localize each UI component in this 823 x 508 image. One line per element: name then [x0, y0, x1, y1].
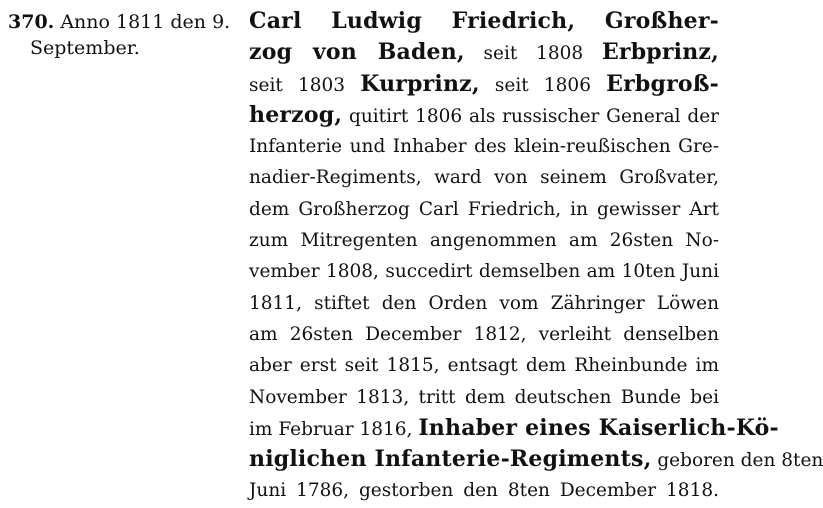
- emphasized-text: Carl Ludwig Friedrich, Großher-: [249, 8, 719, 34]
- entry-number: 370.: [8, 11, 55, 33]
- emphasized-text: Erbgroß-: [606, 70, 719, 97]
- body-line: [249, 288, 719, 319]
- body-line: [249, 475, 719, 506]
- entry-header-line: [8, 9, 243, 35]
- body-line: [249, 382, 719, 413]
- body-line: [249, 225, 719, 256]
- body-text-span: 1811, stiftet den Orden vom Zähringer Löwen: [249, 292, 719, 314]
- emphasized-text: Kurprinz,: [360, 70, 480, 97]
- body-line: [249, 37, 719, 68]
- body-line: [249, 162, 719, 193]
- emphasized-text: zog von Baden,: [249, 39, 465, 66]
- body-text-span: geboren den 8ten: [651, 450, 823, 472]
- body-text-span: seit 1808: [464, 43, 602, 65]
- entry-body-text: [249, 6, 823, 507]
- emphasized-text: Inhaber eines Kaiserlich-Kö-: [418, 414, 779, 441]
- body-text-span: am 26sten December 1812, verleiht denselben: [249, 323, 719, 345]
- body-line: [249, 6, 719, 37]
- body-text-span: im Februar 1816,: [249, 418, 419, 440]
- body-line: [249, 413, 779, 444]
- body-text-span: seit 1806: [479, 74, 607, 96]
- body-line: [249, 319, 719, 350]
- body-text-span: seit 1803: [249, 74, 361, 96]
- body-text-span: vember 1808, succedirt demselben am 10ten Juni: [249, 261, 719, 283]
- body-line: [249, 100, 719, 131]
- emphasized-text: Erbprinz,: [601, 39, 719, 66]
- body-text-span: Juni 1786, gestorben den 8ten December 1818.: [249, 480, 719, 502]
- body-line: [249, 444, 823, 475]
- body-line: [249, 131, 719, 162]
- body-text-span: nadier-Regiments, ward von seinem Großvater,: [249, 167, 719, 189]
- body-line: [249, 69, 719, 100]
- body-text-span: November 1813, tritt dem deutschen Bunde bei: [249, 386, 719, 408]
- emphasized-text: herzog,: [249, 101, 343, 128]
- entry-date: Anno 1811 den 9.: [60, 11, 231, 33]
- body-text-span: aber erst seit 1815, entsagt dem Rheinbunde im: [249, 355, 719, 377]
- entry-date-month: September.: [30, 37, 140, 59]
- body-text-span: Infanterie und Inhaber des klein-reußischen Gre-: [249, 136, 719, 158]
- body-text-span: dem Großherzog Carl Friedrich, in gewisser Art: [249, 198, 719, 220]
- entry-margin-note: [8, 9, 243, 61]
- body-text-span: zum Mitregenten angenommen am 26sten No-: [249, 230, 719, 252]
- body-line: [249, 350, 719, 381]
- body-line: [249, 256, 719, 287]
- body-text-span: quitirt 1806 als russischer General der: [342, 105, 719, 127]
- body-line: [249, 194, 719, 225]
- emphasized-text: niglichen Infanterie-Regiments,: [249, 446, 652, 473]
